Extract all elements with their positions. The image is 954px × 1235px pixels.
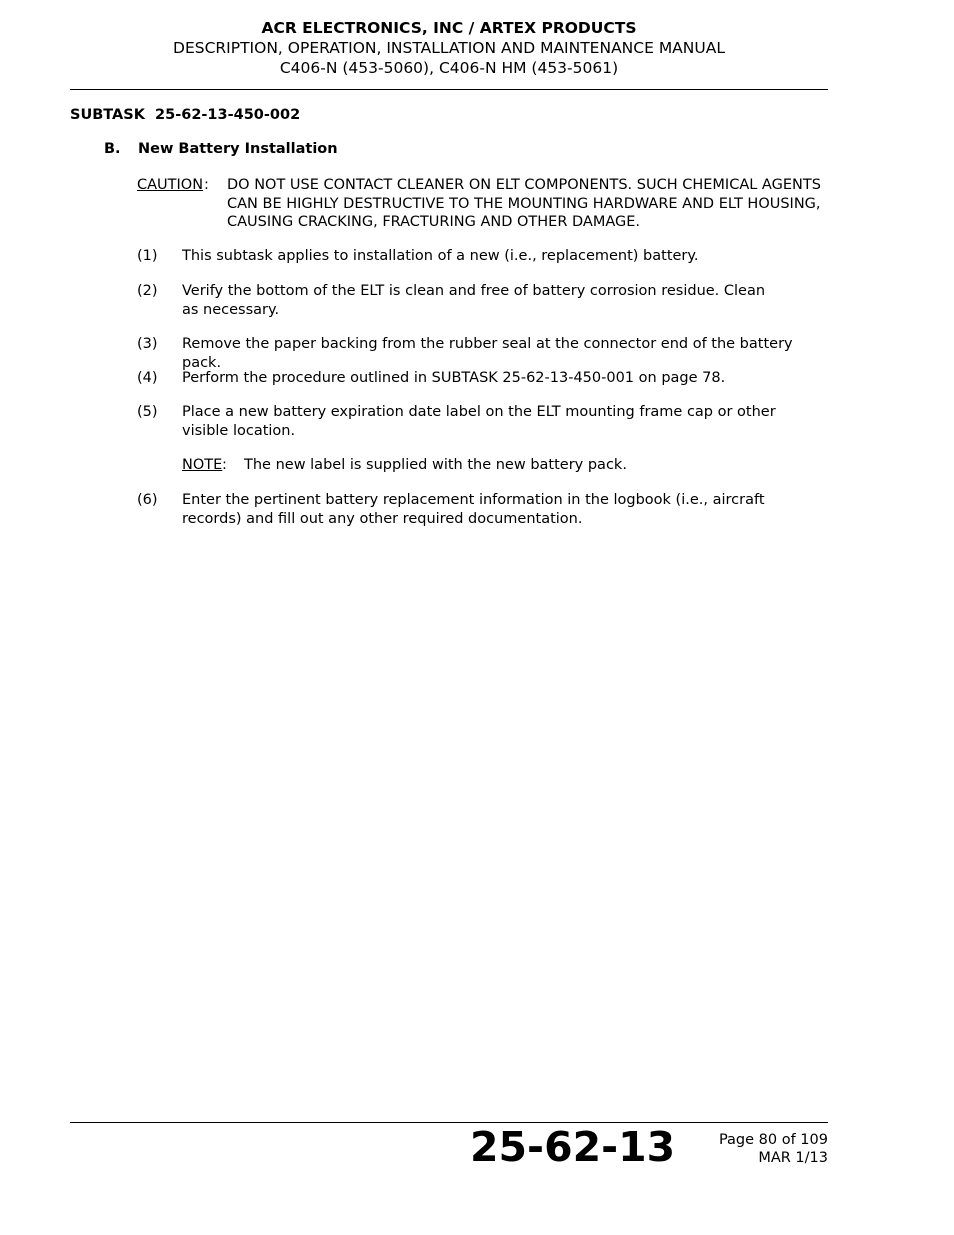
step-number: (4) <box>137 370 158 386</box>
footer-divider <box>70 1122 828 1123</box>
section-letter: B. <box>104 141 121 157</box>
manual-title: DESCRIPTION, OPERATION, INSTALLATION AND MAINTENANCE MANUAL <box>173 39 725 57</box>
model-numbers: C406-N (453-5060), C406-N HM (453-5061) <box>279 59 619 77</box>
revision-date: MAR 1/13 <box>758 1150 828 1166</box>
step-text: Enter the pertinent battery replacement information in the logbook (i.e., aircraft records) and fill out any other required documentation. <box>182 492 765 527</box>
note-label: NOTE <box>182 457 223 473</box>
caution-colon: : <box>204 177 209 193</box>
caution-label: CAUTION <box>137 177 204 193</box>
chapter-code: 25-62-13 <box>470 1123 676 1171</box>
step-text: This subtask applies to installation of a new (i.e., replacement) battery. <box>182 248 699 264</box>
step-number: (2) <box>137 283 158 299</box>
company-name: ACR ELECTRONICS, INC / ARTEX PRODUCTS <box>261 19 637 37</box>
step-number: (5) <box>137 404 158 420</box>
note-colon: : <box>222 457 227 473</box>
step-number: (3) <box>137 336 158 352</box>
header-divider <box>70 89 828 90</box>
step-number: (6) <box>137 492 158 508</box>
step-text: Place a new battery expiration date label on the ELT mounting frame cap or other visible location. <box>182 404 776 439</box>
step-text: Perform the procedure outlined in SUBTASK 25-62-13-450-001 on page 78. <box>182 370 726 386</box>
note-text: The new label is supplied with the new battery pack. <box>244 457 627 473</box>
section-title: New Battery Installation <box>138 141 338 157</box>
step-text: Verify the bottom of the ELT is clean and free of battery corrosion residue. Clean as necessary. <box>182 283 766 318</box>
subtask-title: SUBTASK 25-62-13-450-002 <box>70 107 301 123</box>
page-number: Page 80 of 109 <box>718 1132 828 1148</box>
step-text: Remove the paper backing from the rubber seal at the connector end of the battery pack. <box>182 336 793 371</box>
page-header <box>70 18 828 78</box>
step-number: (1) <box>137 248 158 264</box>
page-info <box>660 1131 828 1167</box>
caution-text: DO NOT USE CONTACT CLEANER ON ELT COMPONENTS. SUCH CHEMICAL AGENTS CAN BE HIGHLY DESTRUCTIVE TO THE MOUNTING HARDWARE AND ELT HOUSING, CAUSING CRACKING, FRACTURING AND OTHER DAMAGE. <box>227 177 821 230</box>
